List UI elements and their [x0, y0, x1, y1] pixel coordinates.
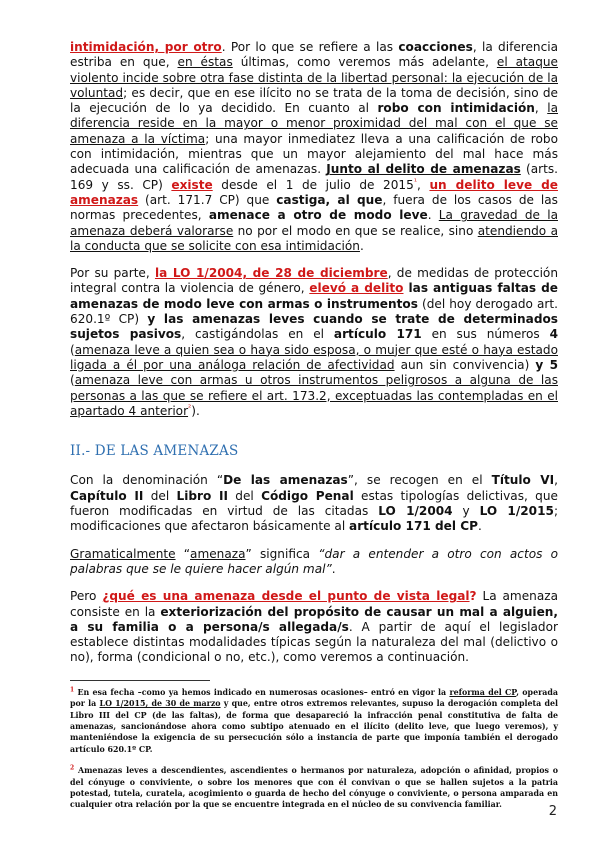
footnote-number: 2: [70, 764, 75, 772]
footnote-ref-2[interactable]: ²: [188, 402, 192, 412]
text-span: . Por lo que se refiere a las: [221, 40, 399, 54]
text-span: ; es decir, que en ese ilícito no se trata de la toma de decisión, sino de la ejecución de lo ya decidido. En cuanto al: [70, 85, 558, 116]
section-heading: II.- DE LAS AMENAZAS: [70, 443, 239, 460]
text-span: ¿qué es una amenaza desde el punto de vista legal: [102, 589, 470, 604]
text-span: , castigándolas en el: [181, 327, 334, 342]
text-span: estas tipologías delictivas, que fueron modificadas en virtud de las citadas: [70, 488, 558, 519]
text-span: Pero: [70, 589, 103, 604]
text-span: .: [477, 519, 482, 534]
text-span: .: [427, 208, 439, 223]
text-span: LO 1/2015, de 30 de marzo: [99, 699, 221, 709]
text-span: “: [175, 546, 191, 561]
text-span: castiga, al que: [276, 192, 383, 207]
text-span: el ataque violento incide sobre otra fase distinta de la libertad personal: la ejecución de la voluntad: [70, 55, 558, 100]
text-span: reforma del CP: [449, 687, 517, 697]
text-span: Con la denominación “: [70, 473, 224, 488]
text-span: existe: [171, 177, 213, 192]
text-span: , de medidas de protección integral contra la violencia de género,: [70, 266, 558, 296]
text-span: ” significa: [245, 546, 319, 561]
text-span: De las amenazas: [223, 473, 348, 488]
text-span: ,: [534, 101, 548, 116]
text-span: ”, se recogen en el: [347, 473, 492, 488]
text-span: (arts. 169 y ss. CP): [70, 162, 558, 192]
text-span: aun sin convivencia): [394, 357, 536, 372]
text-span: LO 1/2004: [378, 504, 453, 519]
text-span: en sus números: [421, 327, 550, 342]
text-span: (del hoy derogado art. 620.1º CP): [70, 296, 558, 327]
text-span: últimas, como veremos más adelante,: [232, 55, 497, 70]
footnote-ref-1[interactable]: ¹: [413, 176, 418, 186]
text-span: y: [452, 504, 480, 519]
paragraph-intimidacion: [70, 40, 558, 254]
text-span: ).: [191, 403, 200, 418]
text-span: la LO 1/2004, de 28 de diciembre: [154, 266, 388, 281]
text-span: (art. 171.7 CP) que: [138, 192, 277, 207]
text-span: ,: [417, 177, 430, 192]
text-span: . A partir de aquí el legislador establece distintas modalidades típicas según la naturaleza del mal (delictivo o no), forma (condicional o no, etc.), como veremos a continuación.: [70, 619, 558, 665]
text-span: artículo 171: [333, 327, 422, 342]
text-span: La amenaza consiste en la: [70, 589, 558, 619]
text-span: Capítulo II: [70, 488, 144, 503]
text-span: las antiguas faltas de amenazas de modo leve con armas o instrumentos: [70, 281, 558, 311]
text-span: 4: [549, 327, 558, 342]
paragraph-gap: [70, 535, 558, 547]
paragraph-denominacion: [70, 473, 558, 534]
text-span: del: [227, 488, 262, 503]
footnote-2: [70, 765, 558, 811]
text-span: , operada por la: [70, 687, 558, 709]
text-span: ; una mayor inmediatez lleva a una calificación de robo con intimidación, mientras que un mayor alejamiento del mal hace más adecuada una calificación de amenazas.: [70, 131, 558, 177]
text-span: artículo 171 del CP: [349, 519, 478, 534]
text-span: En esa fecha –como ya hemos indicado en numerosas ocasiones– entró en vigor la: [74, 687, 450, 697]
text-span: (: [70, 342, 75, 357]
text-span: , fuera de los casos de las normas precedentes,: [70, 192, 558, 223]
text-span: (: [70, 373, 75, 388]
text-span: LO 1/2015: [479, 504, 554, 519]
text-span: ?: [469, 589, 477, 604]
text-span: exteriorización del propósito de causar un mal a alguien, a su familia o a persona/s allegada/s: [70, 604, 558, 634]
paragraph-gap: [70, 254, 558, 266]
paragraph-lo-2004: [70, 266, 558, 419]
text-span: Código Penal: [261, 488, 354, 503]
text-span: ; modificaciones que afectaron básicamente al: [70, 504, 559, 534]
paragraph-gramaticalmente: [70, 547, 558, 578]
paragraph-punto-de-vista-legal: [70, 589, 558, 665]
text-span: amenaza leve con armas u otros instrumentos peligrosos a alguna de las personas a las que se refiere el art. 173.2, exceptuadas las contempladas en el apartado 4 anterior: [70, 373, 558, 418]
document-page: [70, 40, 558, 811]
text-span: .: [359, 238, 364, 253]
footnote-separator: [70, 680, 210, 681]
text-span: amenaza leve a quien sea o haya sido esposa, o mujer que esté o haya estado ligada a él por una análoga relación de afectividad: [70, 342, 558, 372]
text-span: atendiendo a la conducta que se solicite con esa intimidación: [70, 223, 558, 253]
text-span: ,: [554, 473, 558, 488]
footnote-number: 1: [70, 686, 75, 694]
text-span: elevó a delito: [309, 281, 404, 296]
footnote-gap: [70, 755, 558, 765]
text-span: desde el 1 de julio de 2015: [212, 177, 414, 192]
text-span: Título VI: [491, 473, 555, 488]
text-span: Junto al delito de amenazas: [326, 162, 521, 177]
text-span: amenaza: [190, 546, 246, 561]
text-span: en éstas: [177, 55, 233, 70]
paragraph-gap: [70, 577, 558, 589]
text-span: un delito leve de amenazas: [70, 177, 558, 207]
text-span: amenace a otro de modo leve: [208, 208, 428, 223]
text-span: Amenazas leves a descendientes, ascendientes o hermanos por naturaleza, adopción o afinidad, propios o del cónyuge o conviviente, o sobre los menores que con él convivan o que se hallen sujetos a la patria potestad, tutela, curatela, acogimiento o guarda de hecho del cónyuge o conviviente, o persona amparada en cualquier otra relación por la que se encuentre integrada en el núcleo de su convivencia familiar.: [70, 766, 558, 810]
page-number: 2: [548, 804, 557, 819]
text-span: “dar a entender a otro con actos o palabras que se le quiere hacer algún mal”: [70, 546, 558, 576]
text-span: coacciones: [398, 40, 473, 54]
text-span: la diferencia reside en la mayor o menor proximidad del mal con el que se amenaza a la víctima: [70, 101, 558, 146]
text-span: del: [143, 488, 177, 503]
text-span: Libro II: [176, 488, 228, 503]
text-span: .: [331, 561, 336, 576]
text-span: y que, entre otros extremos relevantes, supuso la derogación completa del Libro III del CP (de las faltas), de forma que desapareció la infracción penal constitutiva de falta de amenazas, sancionándose ahora como subtipo atenuado en el ilícito (delito leve, que luego veremos), y manteniéndose la exigencia de su persecución sólo a instancia de parte que imponía también el derogado artículo 620.1º CP.: [70, 699, 559, 754]
text-span: y 5: [535, 357, 559, 372]
footnote-1: [70, 687, 558, 755]
text-span: y las amenazas leves cuando se trate de determinados sujetos pasivos: [70, 312, 558, 342]
text-span: , la diferencia estriba en que,: [70, 40, 559, 70]
text-span: no por el modo en que se realice, sino: [233, 223, 478, 238]
text-span: robo con intimidación: [377, 101, 535, 116]
text-span: intimidación, por otro: [70, 40, 222, 54]
text-span: Gramaticalmente: [70, 546, 176, 561]
text-span: Por su parte,: [70, 266, 155, 281]
text-span: La gravedad de la amenaza deberá valorarse: [70, 208, 558, 238]
